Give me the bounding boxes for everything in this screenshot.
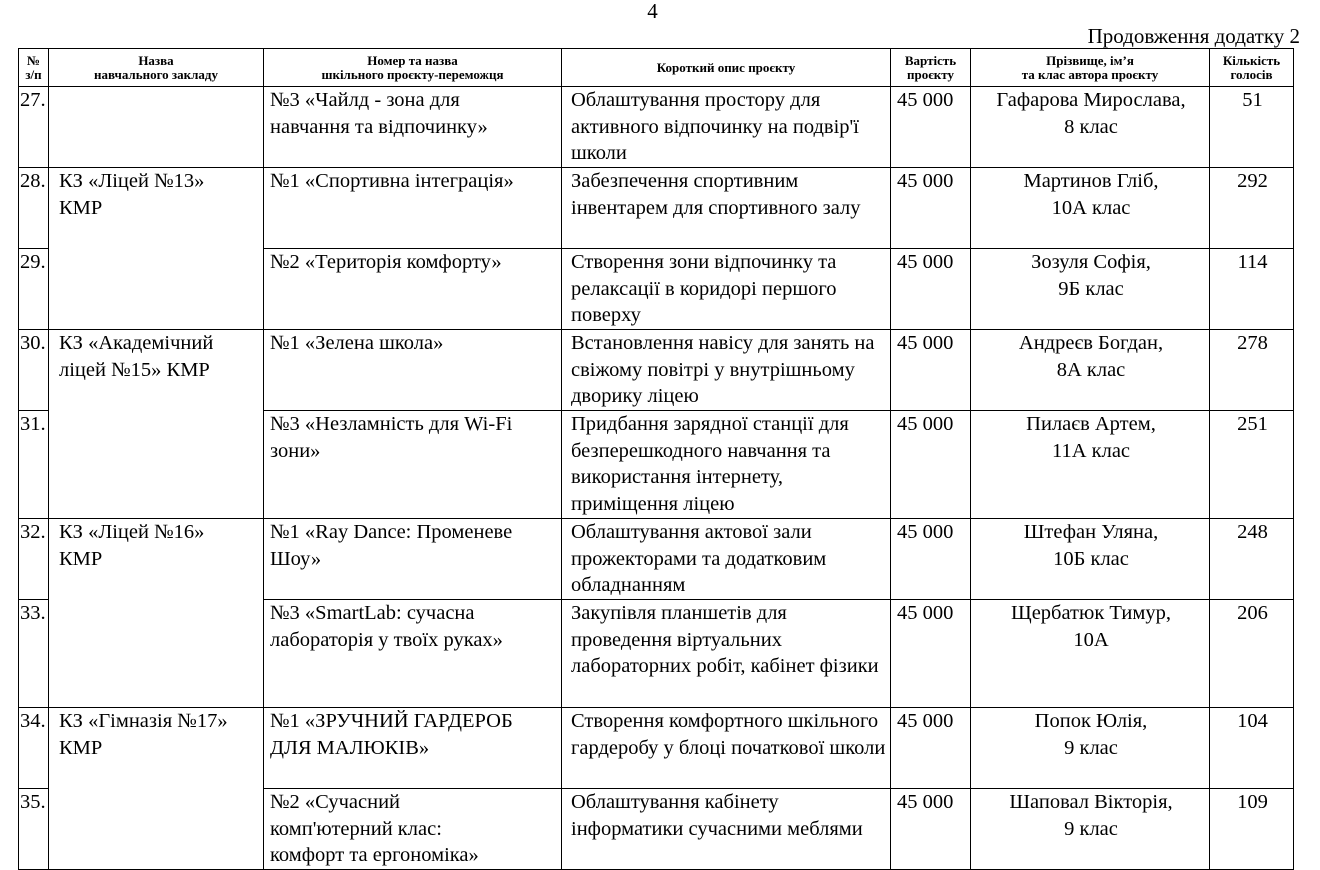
row-number: 28. <box>19 168 49 249</box>
project-author: Попок Юлія, 9 клас <box>971 708 1210 789</box>
project-description: Встановлення навісу для занять на свіжому повітрі у внутрішньому дворику ліцею <box>562 330 891 411</box>
project-title: №1 «Ray Dance: Променеве Шоу» <box>264 519 562 600</box>
school-name <box>49 87 264 168</box>
vote-count: 206 <box>1210 600 1294 708</box>
header-votes: Кількість голосів <box>1210 49 1294 87</box>
vote-count: 104 <box>1210 708 1294 789</box>
header-description: Короткий опис проєкту <box>562 49 891 87</box>
vote-count: 251 <box>1210 411 1294 519</box>
project-cost: 45 000 <box>891 411 971 519</box>
row-number: 34. <box>19 708 49 789</box>
vote-count: 114 <box>1210 249 1294 330</box>
project-cost: 45 000 <box>891 519 971 600</box>
project-cost: 45 000 <box>891 87 971 168</box>
vote-count: 292 <box>1210 168 1294 249</box>
page-number: 4 <box>647 0 658 23</box>
school-name: КЗ «Академічний ліцей №15» КМР <box>49 330 264 519</box>
header-author: Прізвище, ім’я та клас автора проєкту <box>971 49 1210 87</box>
project-cost: 45 000 <box>891 330 971 411</box>
project-description: Забезпечення спортивним інвентарем для спортивного залу <box>562 168 891 249</box>
header-school: Назва навчального закладу <box>49 49 264 87</box>
project-description: Облаштування актової зали прожекторами та додатковим обладнанням <box>562 519 891 600</box>
vote-count: 109 <box>1210 789 1294 870</box>
school-name: КЗ «Гімназія №17» КМР <box>49 708 264 870</box>
projects-table <box>18 48 1294 870</box>
project-title: №1 «ЗРУЧНИЙ ГАРДЕРОБ ДЛЯ МАЛЮКІВ» <box>264 708 562 789</box>
header-project: Номер та назва шкільного проєкту-переможця <box>264 49 562 87</box>
row-number: 35. <box>19 789 49 870</box>
project-cost: 45 000 <box>891 168 971 249</box>
project-title: №3 «Чайлд - зона для навчання та відпочинку» <box>264 87 562 168</box>
vote-count: 248 <box>1210 519 1294 600</box>
project-title: №1 «Спортивна інтеграція» <box>264 168 562 249</box>
project-author: Шаповал Вікторія, 9 клас <box>971 789 1210 870</box>
project-title: №2 «Сучасний комп'ютерний клас: комфорт та ергономіка» <box>264 789 562 870</box>
project-author: Штефан Уляна, 10Б клас <box>971 519 1210 600</box>
project-author: Зозуля Софія, 9Б клас <box>971 249 1210 330</box>
vote-count: 278 <box>1210 330 1294 411</box>
table-row <box>19 87 1294 168</box>
project-author: Щербатюк Тимур, 10А <box>971 600 1210 708</box>
project-author: Андреєв Богдан, 8А клас <box>971 330 1210 411</box>
project-title: №1 «Зелена школа» <box>264 330 562 411</box>
table-row <box>19 708 1294 789</box>
project-description: Закупівля планшетів для проведення віртуальних лабораторних робіт, кабінет фізики <box>562 600 891 708</box>
school-name: КЗ «Ліцей №16» КМР <box>49 519 264 708</box>
project-description: Створення зони відпочинку та релаксації в коридорі першого поверху <box>562 249 891 330</box>
table-row <box>19 168 1294 249</box>
header-cost: Вартість проєкту <box>891 49 971 87</box>
project-cost: 45 000 <box>891 708 971 789</box>
project-description: Придбання зарядної станції для безперешкодного навчання та використання інтернету, приміщення ліцею <box>562 411 891 519</box>
project-author: Мартинов Гліб, 10А клас <box>971 168 1210 249</box>
project-title: №3 «SmartLab: сучасна лабораторія у твоїх руках» <box>264 600 562 708</box>
table-row <box>19 519 1294 600</box>
project-description: Облаштування кабінету інформатики сучасними меблями <box>562 789 891 870</box>
school-name: КЗ «Ліцей №13» КМР <box>49 168 264 330</box>
header-num: № з/п <box>19 49 49 87</box>
appendix-caption: Продовження додатку 2 <box>1087 24 1300 48</box>
table-header-row <box>19 49 1294 87</box>
project-cost: 45 000 <box>891 789 971 870</box>
project-title: №3 «Незламність для Wi-Fi зони» <box>264 411 562 519</box>
project-cost: 45 000 <box>891 600 971 708</box>
project-cost: 45 000 <box>891 249 971 330</box>
project-author: Гафарова Мирослава, 8 клас <box>971 87 1210 168</box>
row-number: 29. <box>19 249 49 330</box>
project-title: №2 «Територія комфорту» <box>264 249 562 330</box>
row-number: 32. <box>19 519 49 600</box>
row-number: 33. <box>19 600 49 708</box>
project-description: Облаштування простору для активного відпочинку на подвір'ї школи <box>562 87 891 168</box>
row-number: 27. <box>19 87 49 168</box>
project-description: Створення комфортного шкільного гардеробу у блоці початкової школи <box>562 708 891 789</box>
row-number: 31. <box>19 411 49 519</box>
project-author: Пилаєв Артем, 11А клас <box>971 411 1210 519</box>
vote-count: 51 <box>1210 87 1294 168</box>
table-row <box>19 330 1294 411</box>
row-number: 30. <box>19 330 49 411</box>
